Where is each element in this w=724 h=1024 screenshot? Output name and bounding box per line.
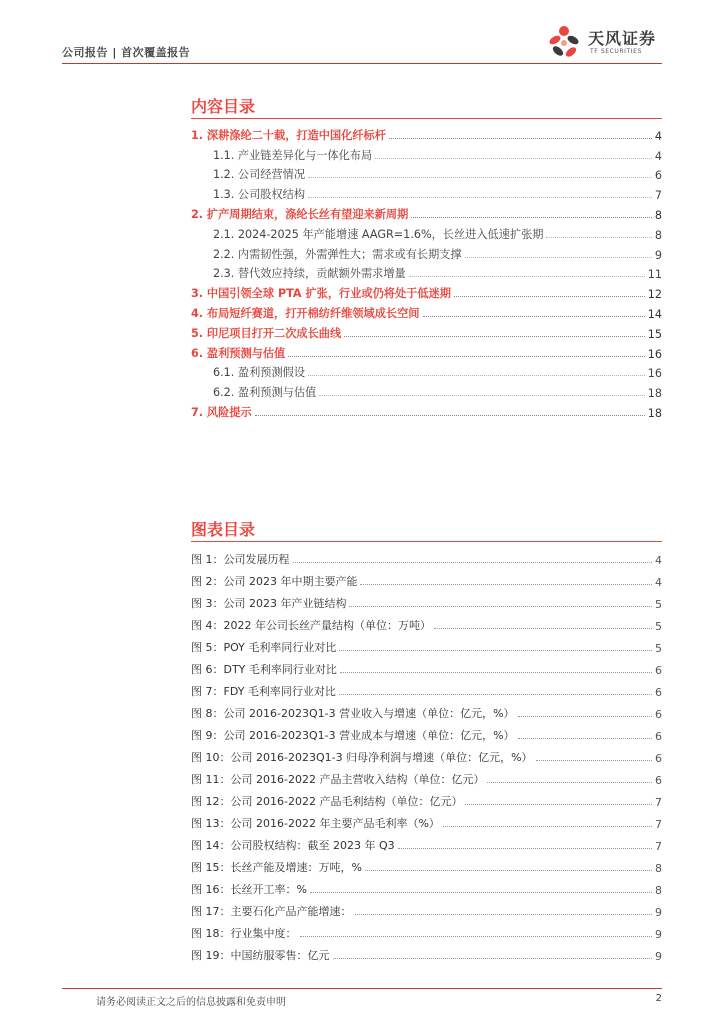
- figure-entry[interactable]: [191, 633, 662, 655]
- figure-entry[interactable]: [191, 853, 662, 875]
- dot-leader: [308, 375, 645, 376]
- toc-entry-page: 9: [654, 248, 662, 262]
- toc-entry-label: 1.3. 公司股权结构: [213, 188, 306, 202]
- dot-leader: [365, 870, 652, 871]
- tf-logo-icon: [544, 22, 584, 62]
- dot-leader: [443, 826, 652, 827]
- toc-entry[interactable]: [191, 242, 662, 262]
- toc-entry-label: 6.2. 盈利预测与估值: [213, 386, 317, 400]
- figure-entry-label: 图 3：公司 2023 年产业链结构: [191, 597, 347, 610]
- figure-entry[interactable]: [191, 611, 662, 633]
- figure-entry[interactable]: [191, 941, 662, 963]
- figure-entry-label: 图 18：行业集中度：: [191, 927, 297, 940]
- toc-entry-label: 3. 中国引领全球 PTA 扩张，行业或仍将处于低迷期: [191, 287, 451, 301]
- dot-leader: [310, 892, 652, 893]
- figure-entry-page: 5: [655, 620, 662, 633]
- figure-entry-page: 6: [655, 708, 662, 721]
- toc-entry[interactable]: [191, 380, 662, 400]
- figure-entry[interactable]: [191, 589, 662, 611]
- toc-entry-page: 18: [647, 406, 662, 420]
- toc-entry-label: 2.1. 2024-2025 年产能增速 AAGR=1.6%，长丝进入低速扩张期: [213, 227, 544, 241]
- toc-entry-page: 8: [654, 228, 662, 242]
- logo-text-cn: 天风证券: [588, 29, 657, 48]
- dot-leader: [454, 296, 645, 297]
- dot-leader: [518, 716, 652, 717]
- figure-entry[interactable]: [191, 919, 662, 941]
- dot-leader: [340, 672, 652, 673]
- toc-entry[interactable]: [191, 182, 662, 202]
- toc-entry-page: 7: [654, 189, 662, 203]
- figure-entry-label: 图 8：公司 2016-2023Q1-3 营业收入与增速（单位：亿元，%）: [191, 707, 515, 720]
- toc-entry-page: 16: [647, 347, 662, 361]
- dot-leader: [546, 237, 651, 238]
- figure-entry-label: 图 2：公司 2023 年中期主要产能: [191, 575, 358, 588]
- toc-title-rule: [191, 118, 662, 119]
- figure-entry-label: 图 13：公司 2016-2022 年主要产品毛利率（%）: [191, 817, 440, 830]
- figure-entry[interactable]: [191, 809, 662, 831]
- dot-leader: [339, 650, 652, 651]
- dot-leader: [308, 197, 652, 198]
- figure-entry-page: 6: [655, 686, 662, 699]
- dot-leader: [255, 415, 645, 416]
- figure-entry-page: 8: [655, 862, 662, 875]
- toc-entry[interactable]: [191, 262, 662, 282]
- figure-entry-label: 图 1：公司发展历程: [191, 553, 290, 566]
- page-number: 2: [655, 993, 662, 1004]
- dot-leader: [308, 177, 652, 178]
- figure-entry-label: 图 11：公司 2016-2022 产品主营收入结构（单位：亿元）: [191, 773, 485, 786]
- toc-entry-label: 2. 扩产周期结束，涤纶长丝有望迎来新周期: [191, 207, 409, 221]
- dot-leader: [409, 276, 645, 277]
- toc-entry[interactable]: [191, 163, 662, 183]
- dot-leader: [423, 316, 645, 317]
- figure-entry-page: 6: [655, 774, 662, 787]
- figure-entry[interactable]: [191, 677, 662, 699]
- figure-entry-page: 5: [655, 598, 662, 611]
- figure-entry-page: 7: [655, 840, 662, 853]
- dot-leader: [389, 138, 652, 139]
- figure-entry-page: 9: [655, 906, 662, 919]
- figure-entry[interactable]: [191, 743, 662, 765]
- toc-entry-page: 4: [654, 129, 662, 143]
- dot-leader: [411, 217, 652, 218]
- toc-entry-label: 5. 印尼项目打开二次成长曲线: [191, 326, 342, 340]
- dot-leader: [355, 914, 653, 915]
- dot-leader: [333, 958, 653, 959]
- figure-entry[interactable]: [191, 655, 662, 677]
- toc-entry-label: 1.1. 产业链差异化与一体化布局: [213, 148, 373, 162]
- toc-entry-label: 6. 盈利预测与估值: [191, 346, 286, 360]
- dot-leader: [360, 584, 652, 585]
- toc-entry-label: 7. 风险提示: [191, 405, 252, 419]
- dot-leader: [465, 257, 652, 258]
- figure-entry[interactable]: [191, 787, 662, 809]
- toc-entry-page: 18: [647, 387, 662, 401]
- dot-leader: [465, 804, 652, 805]
- figure-entry-page: 9: [655, 950, 662, 963]
- toc-entry[interactable]: [191, 400, 662, 420]
- figure-entry[interactable]: [191, 875, 662, 897]
- figure-entry-page: 4: [655, 554, 662, 567]
- figure-entry[interactable]: [191, 765, 662, 787]
- toc-list: [191, 123, 662, 420]
- figure-entry[interactable]: [191, 831, 662, 853]
- dot-leader: [293, 562, 653, 563]
- toc-entry[interactable]: [191, 321, 662, 341]
- toc-entry-label: 1. 深耕涤纶二十载，打造中国化纤标杆: [191, 128, 386, 142]
- figure-entry-page: 6: [655, 730, 662, 743]
- figure-entry-label: 图 17：主要石化产品产能增速：: [191, 905, 352, 918]
- dot-leader: [518, 738, 652, 739]
- footer-divider: [62, 988, 662, 989]
- figure-entry[interactable]: [191, 897, 662, 919]
- figure-entry-label: 图 4：2022 年公司长丝产量结构（单位：万吨）: [191, 619, 431, 632]
- toc-entry[interactable]: [191, 123, 662, 143]
- toc-entry[interactable]: [191, 143, 662, 163]
- toc-entry-page: 6: [654, 169, 662, 183]
- figure-entry-label: 图 9：公司 2016-2023Q1-3 营业成本与增速（单位：亿元，%）: [191, 729, 515, 742]
- dot-leader: [319, 395, 645, 396]
- toc-entry[interactable]: [191, 202, 662, 222]
- figure-entry-page: 9: [655, 928, 662, 941]
- header-divider: [62, 63, 662, 64]
- figure-entry[interactable]: [191, 545, 662, 567]
- toc-entry-label: 4. 布局短纤赛道，打开棉纺纤维领域成长空间: [191, 306, 420, 320]
- toc-entry[interactable]: [191, 301, 662, 321]
- toc-entry-page: 11: [647, 268, 662, 282]
- figure-entry-label: 图 5：POY 毛利率同行业对比: [191, 641, 337, 654]
- toc-entry-page: 4: [654, 149, 662, 163]
- dot-leader: [487, 782, 652, 783]
- figure-entry-page: 4: [655, 576, 662, 589]
- figure-list-title: 图表目录: [191, 520, 256, 539]
- dot-leader: [434, 628, 652, 629]
- figure-entry[interactable]: [191, 699, 662, 721]
- report-type-label: 公司报告 | 首次覆盖报告: [62, 46, 191, 59]
- toc-entry-page: 12: [647, 288, 662, 302]
- toc-entry-page: 16: [647, 367, 662, 381]
- dot-leader: [300, 936, 653, 937]
- figure-entry[interactable]: [191, 567, 662, 589]
- toc-entry[interactable]: [191, 281, 662, 301]
- figure-entry-page: 6: [655, 752, 662, 765]
- toc-entry[interactable]: [191, 341, 662, 361]
- figure-entry-label: 图 19：中国纺服零售：亿元: [191, 949, 330, 962]
- dot-leader: [344, 336, 645, 337]
- figure-entry-page: 7: [655, 818, 662, 831]
- toc-entry-label: 2.3. 替代效应持续，贡献额外需求增量: [213, 267, 406, 281]
- figure-entry-page: 8: [655, 884, 662, 897]
- dot-leader: [398, 848, 652, 849]
- company-logo: [544, 22, 662, 62]
- figure-list-title-rule: [191, 541, 662, 542]
- toc-entry-page: 15: [647, 327, 662, 341]
- figure-entry-label: 图 15：长丝产能及增速：万吨，%: [191, 861, 362, 874]
- figure-entry-label: 图 10：公司 2016-2023Q1-3 归母净利润与增速（单位：亿元，%）: [191, 751, 533, 764]
- dot-leader: [349, 606, 652, 607]
- figure-entry-page: 6: [655, 664, 662, 677]
- figure-entry-label: 图 12：公司 2016-2022 产品毛利结构（单位：亿元）: [191, 795, 463, 808]
- logo-text-en: TF SECURITIES: [590, 48, 642, 55]
- figure-entry-page: 7: [655, 796, 662, 809]
- toc-entry[interactable]: [191, 222, 662, 242]
- toc-title: 内容目录: [191, 97, 256, 116]
- toc-entry-page: 8: [654, 208, 662, 222]
- figure-entry-label: 图 7：FDY 毛利率同行业对比: [191, 685, 336, 698]
- figure-entry-page: 5: [655, 642, 662, 655]
- toc-entry-label: 1.2. 公司经营情况: [213, 168, 306, 182]
- figure-entry-label: 图 6：DTY 毛利率同行业对比: [191, 663, 337, 676]
- dot-leader: [339, 694, 652, 695]
- figure-entry-label: 图 14：公司股权结构：截至 2023 年 Q3: [191, 839, 395, 852]
- toc-entry-label: 6.1. 盈利预测假设: [213, 366, 306, 380]
- dot-leader: [375, 158, 652, 159]
- figure-entry[interactable]: [191, 721, 662, 743]
- toc-entry-page: 14: [647, 307, 662, 321]
- figure-list: [191, 545, 662, 963]
- dot-leader: [288, 356, 645, 357]
- dot-leader: [536, 760, 652, 761]
- toc-entry-label: 2.2. 内需韧性强，外需弹性大；需求或有长期支撑: [213, 247, 462, 261]
- figure-entry-label: 图 16：长丝开工率：%: [191, 883, 307, 896]
- toc-entry[interactable]: [191, 361, 662, 381]
- footer-disclaimer: 请务必阅读正文之后的信息披露和免责申明: [96, 997, 286, 1008]
